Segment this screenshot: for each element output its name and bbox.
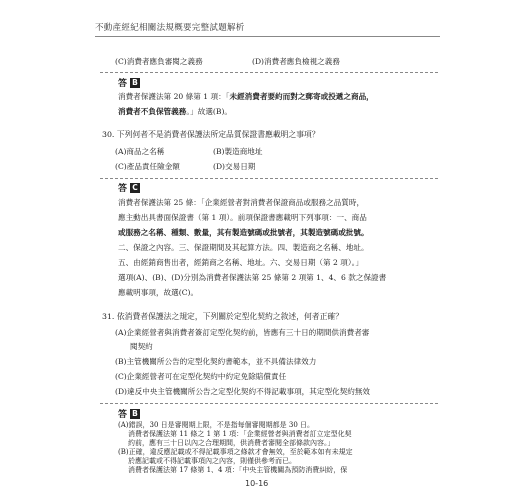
answer-divider: [100, 403, 438, 404]
answer-text: 答: [118, 79, 128, 89]
question-31: 31. 依消費者保護法之規定，下列關於定型化契約之敘述，何者正確？: [102, 312, 343, 321]
answer-divider: [100, 72, 438, 73]
explanation-line: 應主動出具書面保證書（第 1 項）。前項保證書應載明下列事項：一、商品: [118, 213, 367, 222]
explanation-line: 五、由經銷商售出者，經銷商之名稱、地址。六、交易日期（第 2 項）。」: [118, 258, 364, 267]
explanation-line: 消費者保護法第 11 條之 1 第 1 項：「企業經營者與消費者訂立定型化契: [128, 430, 352, 438]
option-a-continued: 閱契約: [130, 342, 153, 351]
answer-letter-badge: C: [130, 183, 140, 193]
option-c: (C)企業經營者可在定型化契約中約定免除賠償責任: [115, 372, 287, 381]
answer-letter-badge: B: [130, 78, 140, 88]
explanation-line: (B)正確，違反應記載或不得記載事項之條款才會無效，至於範本如有未規定: [118, 448, 353, 456]
explanation-line: 二、保證之內容。三、保證期間及其起算方法。四、製造商之名稱、地址。: [118, 243, 369, 252]
running-header: 不動產經紀相關法規概要完整試題解析: [95, 23, 245, 33]
answer-label: [118, 407, 140, 420]
page-number: 10-16: [245, 479, 269, 488]
explanation-line: 應載明事項，故選(C)。: [118, 288, 199, 297]
header-divider: [95, 36, 440, 37]
explanation-line: 消費者保護法第 25 條：「企業經營者對消費者保證商品或服務之品質時，: [118, 198, 365, 207]
explanation-line: 或服務之名稱、種類、數量，其有製造號碼或批號者，其製造號碼或批號。: [118, 228, 369, 237]
option-d: (D)交易日期: [213, 162, 256, 171]
explanation-line: 約前，應有三十日以內之合理期間，供消費者審閱全部條款內容。」: [128, 439, 335, 447]
option-d: (D)消費者應負檢視之義務: [252, 57, 340, 66]
question-30: 30. 下列何者不是消費者保護法所定品質保證書應載明之事項？: [102, 130, 320, 139]
option-c: (C)消費者應負審閱之義務: [115, 57, 203, 66]
answer-text: 答: [118, 184, 128, 194]
explanation-line: 消費者保護法第 17 條第 1、4 項：「中央主管機關為預防消費糾紛，保: [128, 466, 348, 474]
answer-letter-badge: B: [130, 409, 140, 419]
explanation-line: (A)錯誤，30 日是審閱期上限，不是指每個審閱期都是 30 日。: [118, 421, 315, 429]
option-b: (B)主管機關所公告的定型化契約書範本，並不具備法律效力: [115, 357, 317, 366]
explanation-line: 消費者保護法第 20 條第 1 項：「未經消費者要約而對之郵寄或投遞之商品，: [118, 92, 374, 101]
explanation-line: 選項(A)、(B)、(D)分別為消費者保護法第 25 條第 2 項第 1、4、6 款之保證書: [118, 273, 387, 282]
option-d: (D)違反中央主管機關所公告之定型化契約不得記載事項，其定型化契約無效: [115, 387, 371, 396]
answer-text: 答: [118, 410, 128, 420]
answer-label: [118, 76, 140, 89]
answer-divider: [100, 178, 438, 179]
explanation-line: 於應記載或不得記載事項內之內容，則僅供參考而已。: [128, 457, 296, 465]
answer-label: [118, 181, 140, 194]
option-b: (B)製造商地址: [213, 147, 263, 156]
option-a: (A)企業經營者與消費者簽訂定型化契約前，皆應有三十日的期間供消費者審: [115, 328, 370, 337]
explanation-line: 消費者不負保管義務。」故選(B)。: [118, 107, 233, 116]
option-c: (C)產品責任險金額: [115, 162, 180, 171]
option-a: (A)商品之名稱: [115, 147, 165, 156]
